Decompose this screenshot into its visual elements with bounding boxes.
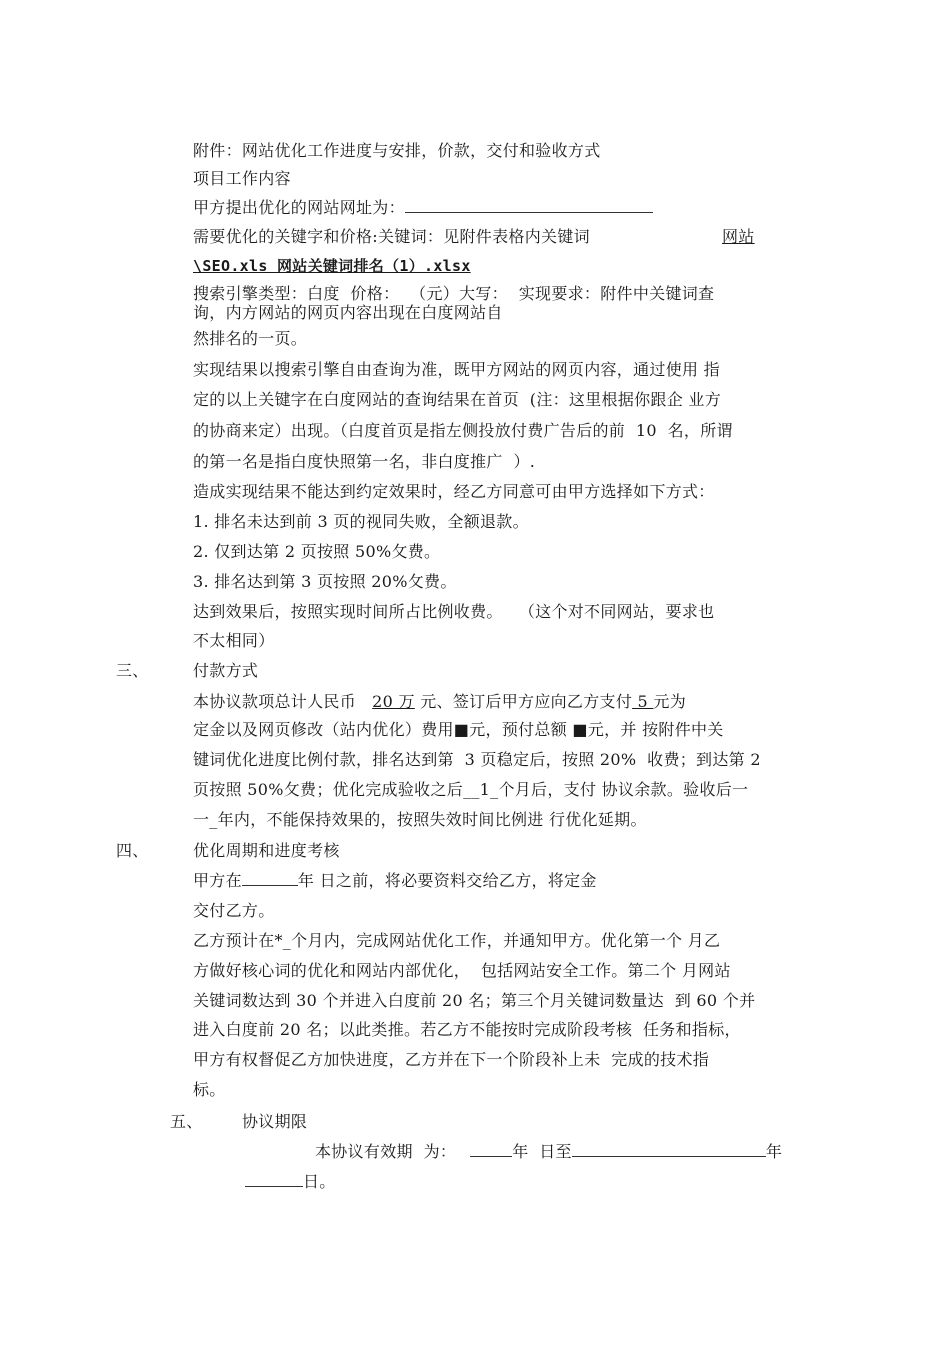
para-result-2: 定的以上关键字在白度网站的查询结果在首页 (注：这里根据你跟企 业方 <box>193 390 722 409</box>
section-3-title: 付款方式 <box>193 661 259 680</box>
term-line-1: 本协议有效期 为： 年 日至 年 <box>315 1142 783 1161</box>
schedule-line-7: 甲方有权督促乙方加快进度，乙方并在下一个阶段补上未 完成的技术指 <box>193 1050 710 1069</box>
schedule-line-3: 乙方预计在*_个月内，完成网站优化工作，并通知甲方。优化第一个 月乙 <box>193 931 721 950</box>
para-result-1: 实现结果以搜索引擎自由查询为准，既甲方网站的网页内容，通过使用 指 <box>193 360 720 379</box>
search-engine-line-3: 然排名的一页。 <box>193 329 308 348</box>
date-blank <box>242 871 298 886</box>
schedule-line-2: 交付乙方。 <box>193 901 275 920</box>
payment-line-5: 一_年内，不能保持效果的，按照失效时间比例进 行优化延期。 <box>193 810 647 829</box>
section-3-number: 三、 <box>116 661 149 680</box>
schedule-line-5: 关键词数达到 30 个并进入白度前 20 名；第三个月关键词数量达 到 60 个并 <box>193 991 756 1010</box>
url-blank <box>405 198 653 213</box>
para-result-3: 的协商来定）出现。（白度首页是指左侧投放付费广告后的前 10 名，所谓 <box>193 421 733 440</box>
project-content-label: 项目工作内容 <box>193 169 291 188</box>
website-url-line: 甲方提出优化的网站网址为： <box>193 198 653 218</box>
attachment-heading: 附件：网站优化工作进度与安排，价款，交付和验收方式 <box>193 141 601 160</box>
search-engine-line-2: 询，内方网站的网页内容出现在白度网站自 <box>193 303 503 322</box>
payment-line-2: 定金以及网页修改（站内优化）费用■元，预付总额 ■元，并 按附件中关 <box>193 720 724 739</box>
day-blank <box>245 1172 303 1187</box>
para-options-intro: 造成实现结果不能达到约定效果时，经乙方同意可由甲方选择如下方式： <box>193 482 715 501</box>
section-4-title: 优化周期和进度考核 <box>193 841 340 860</box>
schedule-line-4: 方做好核心词的优化和网站内部优化， 包括网站安全工作。第二个 月网站 <box>193 961 731 980</box>
option-3: 3. 排名达到第 3 页按照 20%攵费。 <box>193 572 457 591</box>
section-4-number: 四、 <box>116 841 149 860</box>
section-5-title: 协议期限 <box>242 1112 308 1131</box>
payment-line-1: 本协议款项总计人民币 20 万 元、签订后甲方应向乙方支付 5 元为 <box>193 692 686 711</box>
start-year-blank <box>470 1142 512 1157</box>
option-1: 1. 排名未达到前 3 页的视同失败，全额退款。 <box>193 512 529 531</box>
payment-line-3: 键词优化进度比例付款，排名达到第 3 页稳定后，按照 20% 收费；到达第 2 <box>193 750 761 769</box>
option-2: 2. 仅到达第 2 页按照 50%攵费。 <box>193 542 441 561</box>
section-5-number: 五、 <box>170 1112 203 1131</box>
search-engine-line: 搜索引擎类型：白度 价格： （元）大写： 实现要求：附件中关键词查 <box>193 284 715 303</box>
keywords-line: 需要优化的关键字和价格:关键词：见附件表格内关键词 <box>193 227 590 246</box>
para-result-4: 的第一名是指白度快照第一名，非白度推广 ）. <box>193 452 536 471</box>
schedule-line-8: 标。 <box>193 1080 226 1099</box>
para-after-effect-2: 不太相同） <box>193 631 275 650</box>
end-date-blank <box>572 1142 766 1157</box>
schedule-line-6: 进入白度前 20 名；以此类推。若乙方不能按时完成阶段考核 任务和指标， <box>193 1020 741 1039</box>
payment-line-4: 页按照 50%攵费；优化完成验收之后__1_个月后，支付 协议余款。验收后一 <box>193 780 749 799</box>
website-link-text[interactable]: 网站 <box>722 227 755 246</box>
keyword-file-link[interactable]: \SEO.xls 网站关键词排名（1）.xlsx <box>193 257 471 275</box>
term-line-2: 日。 <box>245 1172 336 1192</box>
schedule-line-1: 甲方在 年 日之前，将必要资料交给乙方，将定金 <box>193 871 597 890</box>
para-after-effect-1: 达到效果后，按照实现时间所占比例收费。 （这个对不同网站，要求也 <box>193 602 715 621</box>
